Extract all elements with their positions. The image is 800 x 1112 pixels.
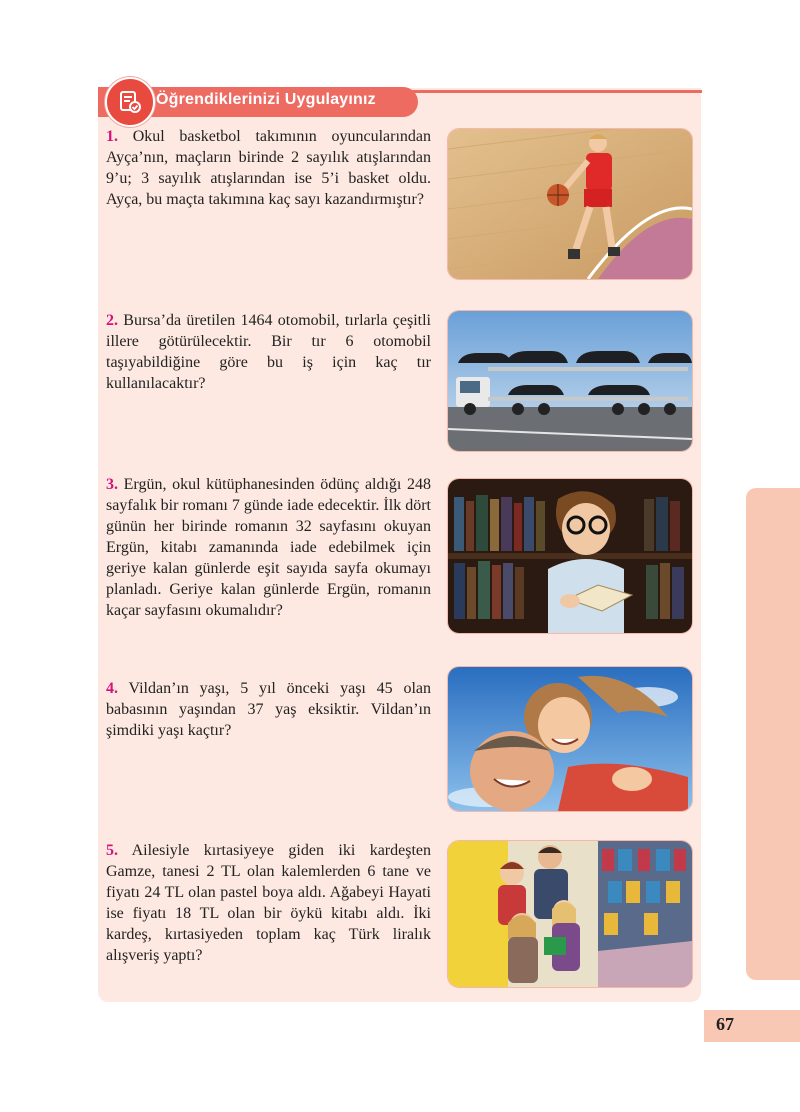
question-text: Ailesiyle kırtasiyeye giden iki kardeşten Gamze, tanesi 2 TL olan kalemlerden 6 tane ve fiyatı 24 TL olan pastel boya aldı. Ağabeyi Hayati ise fiyatı 18 TL olan bir öykü kitabı aldı. İki kardeş, kırtasiyeden toplam kaç Türk liralık alışveriş yaptı? [106,842,432,964]
basketball-player-photo [447,128,693,280]
question-1 [106,126,431,210]
car-carrier-truck-photo [447,310,693,452]
question-number: 3. [106,476,118,493]
checklist-icon [105,77,155,127]
question-number: 2. [106,312,118,329]
question-text: Ergün, okul kütüphanesinden ödünç aldığı 248 sayfalık bir romanı 7 günde iade edecektir. İlk dört günün her birinde romanın 32 sayfasını okuyan Ergün, kitabı zamanında iade edebilmek için geriye kalan günlerde eşit sayıda sayfa okumayı planladı. Geriye kalan günlerde Ergün, romanın kaçar sayfasını okumalıdır? [106,476,432,619]
page-number: 67 [716,1014,734,1034]
stationery-shop-family-photo [447,840,693,988]
question-text: Vildan’ın yaşı, 5 yıl önceki yaşı 45 olan babasının yaşından 37 yaş eksiktir. Vildan’ın şimdiki yaşı kaçtır? [106,680,431,739]
question-text: Okul basketbol takımının oyuncularından Ayça’nın, maçların birinde 2 sayılık atışlarından 9’u; 3 sayılık atışlarından ise 5’i basket oldu. Ayça, bu maçta takımına kaç sayı kazandırmıştır? [106,128,432,208]
question-number: 4. [106,680,118,697]
chapter-side-tab [746,488,800,980]
question-5 [106,840,431,966]
question-text: Bursa’da üretilen 1464 otomobil, tırlarla çeşitli illere götürülecektir. Bir tır 6 otomobil taşıyabildiğine göre bu iş için kaç tır kullanılacaktır? [106,312,431,392]
boy-reading-book-photo [447,478,693,634]
question-number: 5. [106,842,118,859]
question-2 [106,310,431,394]
father-and-daughter-photo [447,666,693,812]
question-3 [106,474,431,621]
question-number: 1. [106,128,118,145]
question-4 [106,678,431,741]
header-rule [398,90,702,93]
section-title: Öğrendiklerinizi Uygulayınız [156,91,376,108]
